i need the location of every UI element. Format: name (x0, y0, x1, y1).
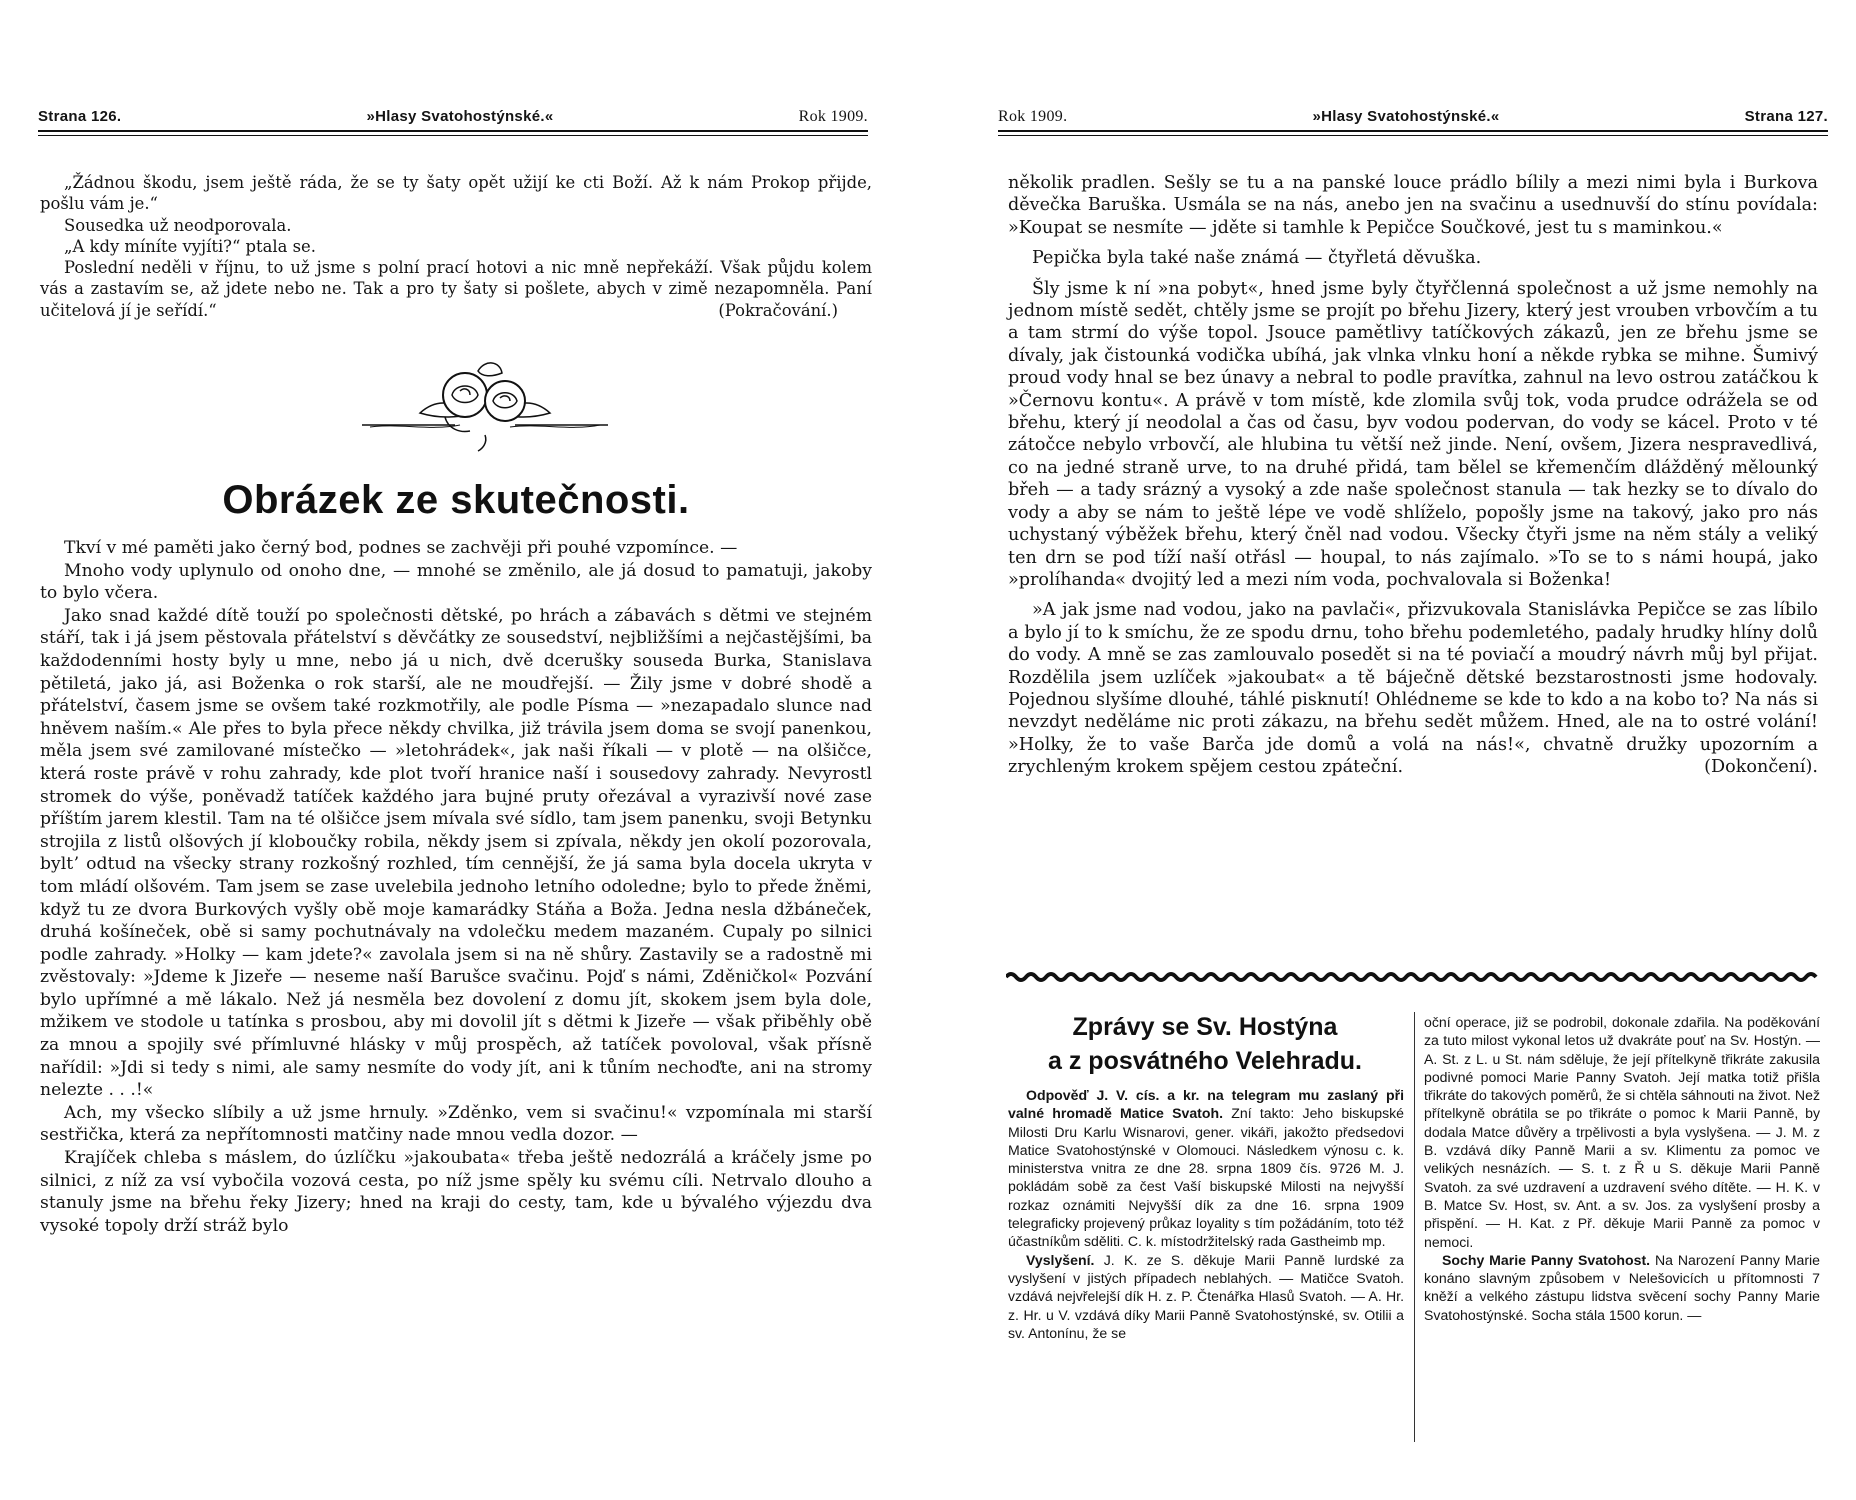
paragraph: Poslední neděli v říjnu, to už jsme s polní prací hotovi a nic mně nepřekáží. Však půjdu kolem vás a zastavím se, až jdete nebo ne. Tak a pro ty šaty si pošlete, abych v zimě nezapomněla. Paní učitelová jí je seřídí.“ (Pokračování.) (40, 258, 872, 320)
story-continuation (1008, 172, 1818, 787)
news-item (1424, 1251, 1820, 1324)
continued-label: (Pokračování.) (718, 300, 838, 320)
news-item-lead: Sochy Marie Panny Svatohost. (1442, 1251, 1651, 1268)
news-item (1424, 1013, 1820, 1251)
paragraph: Jako snad každé dítě touží po společnosti dětské, po hrách a zábavách s dětmi ve stejném stáří, tak i já jsem pěstovala přátelství s děvčátky ze sousedství, nejbližšími a nejčastějšími, ba každodenními hosty byly u mne, nebo já u nich, dvě dcerušky souseda Burka, Stanislava pětiletá, jako já, asi Boženka o rok starší, ale ne moudřejší. — Žily jsme v dobré shodě a přátelství, časem jsme se ovšem také rozkmotřily, ale podle Písma — »nezapadalo slunce nad hněvem naším.« Ale přes to byla přece někdy chvilka, již trávila jsem doma se svojí panenkou, měla jsem své zamilované místečko — »letohrádek«, jak naši říkali — v plotě — na olšičce, která roste právě v rohu zahrady, kde plot tvoří hranice naší i sousedovy zahrady. Nevyrostl stromek do výše, poněvadž tatíček každého jara bujné pruty ořezával a vyrazivší nové zase příštím jarem klestil. Tam na té olšičce jsem mívala své sídlo, tam jsem panenku, svoji Betynku strojila z listů olšových jí kloboučky robila, někdy jsem si zpívala, někdy jen okolí pozorovala, byltʼ odtud na všecky strany rozkošný rozhled, tím cennější, že já sama byla docela ukryta v tom mládí olšovém. Tam jsem se zase uvelebila jednoho letního odoledne; bylo to přede žněmi, když tu ze dvora Burkových vyšly obě moje kamarádky Stáňa a Boža. Jedna nesla džbáneček, druhá košíneček, obě si samy pochutnávaly na vdolečku medem mazaném. Cupaly po silnici podle zahrady. »Holky — kam jdete?« zavolala jsem si na ně shůry. Zastavily se a radostně mi zvěstovaly: »Jdeme k Jizeře — neseme naší Barušce svačinu. Pojď s námi, Zděničkol« Pozvání bylo upřímné a mě lákalo. Než já nesměla bez dovolení z domu jít, skokem jsem byla dole, mžikem ve stodole u tatínka s prosbou, aby mi dovolil jít s dětmi k Jizeře — však přiběhly obě za mnou a spojily své přímluvné hlásky v můj prospěch, až tatíček povoloval, však přísně nařídil: »Jdi si tedy s nimi, ale samy nesmíte do vody jít, ani k tůním nechoďte, ani na stromy nelezte . . .!« (40, 605, 872, 1101)
year: Rok 1909. (798, 108, 868, 125)
rose-ornament-icon (360, 355, 610, 455)
news-column-2 (1424, 1013, 1820, 1324)
right-page (928, 0, 1856, 1500)
wavy-separator (1006, 970, 1818, 984)
page-number: Strana 126. (38, 108, 122, 125)
paragraph: Krajíček chleba s máslem, do úzlíčku »jakoubata« třeba ještě nedozrálá a kráčely jsme po silnici, z níž za vsí vybočila vozová cesta, po níž jsme spěly ku svému cíli. Netrvalo dlouho a stanuly jsme na břehu řeky Jizery; hned na kraji do cesty, tam, kde u bývalého výjezdu dva vysoké topoly drží stráž bylo (40, 1148, 872, 1236)
header-rule-thin (998, 135, 1828, 136)
news-item-text: Na Narození Panny Marie konáno slavným způsobem v Nelešovicích u přítomnosti 7 kněží a velkého zástupu lidstva svěcení sochy Panny Marie Svatohostýnské. Socha stála 1500 korun. — (1424, 1251, 1821, 1323)
news-item-lead: Vyslyšení. (1026, 1251, 1095, 1268)
header-rule (998, 130, 1828, 132)
left-page-header (38, 108, 868, 126)
paragraph: „Žádnou škodu, jsem ještě ráda, že se ty šaty opět užijí ke cti Boží. Až k nám Prokop přijde, pošlu vám je.“ (40, 173, 872, 214)
paragraph: Šly jsme k ní »na pobyt«, hned jsme byly čtyřčlenná společnost a už jsme nemohly na jednom místě sedět, chtěly jsme se projít po břehu Jizery, který jest vrouben vrbovčím a tu a tam strmí do výše topol. Jsouce pamětlivy tatíčkových zákazů, jen ze břehu jsme se dívaly, jak čistounká vodička ubíhá, jak vlnka vlnku honí a někde rybka se mihne. Šumivý proud vody hnal se bez únavy a nebral to podle pravítka, zahnul na levo ostrou zatáčkou k »Černovu kontu«. A právě v tom místě, kde zlomila svůj tok, voda prudce odrážela se od břehu, který jí neodolal a čas od času, byv vodou podervan, do vody se kácel. Proto v té zátočce nebylo vrbovčí, ale hlubina tu větší než jinde. Není, ovšem, Jizera nespravedlivá, co na jedné straně urve, to na druhé přidá, tam bělel se křemenčím dlážděný mělounký břeh — a tady srázný a vysoký a zde naše společnost stanula — tak hezky se to dívalo do vody a aby se nám to ještě lépe ve vodě shlíželo, popošly jsme na takový, jako pro nás uchystaný výběžek břehu, který čněl nad vodou. Všecky čtyři jsme na něm stály a veliký ten drn se pod tíží naší otřásl — houpal, to nás zajímalo. »To se to s námi houpá, jako »prolíhanda« dvojitý led a mezi ním voda, pochvalovala si Boženka! (1008, 278, 1818, 590)
news-item (1008, 1251, 1404, 1342)
right-page-header (998, 108, 1828, 126)
paragraph: několik pradlen. Sešly se tu a na panské louce prádlo bílily a mezi nimi byla i Burkova děvečka Baruška. Usmála se na nás, anebo jen na svačinu a usednuvší do stínu povídala: »Koupat se nesmíte — jděte si tamhle k Pepičce Součkové, jest tu s maminkou.« (1008, 173, 1818, 238)
header-rule-thin (38, 135, 868, 136)
news-item (1008, 1086, 1404, 1251)
journal-name: »Hlasy Svatohostýnské.« (1312, 108, 1500, 125)
previous-story-end (40, 172, 872, 321)
paragraph: »A jak jsme nad vodou, jako na pavlači«, přizvukovala Stanislávka Pepičce se zas líbilo a bylo jí to k smíchu, že ze spodu drnu, toho břehu podemletého, padaly hrudky hlíny dolů do vody. A mně se zas zamlouvalo posedět si na té poviačí a moudrý návrh můj byl přijat. Rozdělila jsem uzlíček »jakoubat« a tě báječně dětské bezstarostnosti jsme hodovaly. Pojednou slyšíme dlouhé, táhlé pisknutí! Ohlédneme se kde to kdo a na kobo to? Na nás si nevzdyt neděláme nic proti zákazu, na břehu sedět můžem. Hned, ale na to ostré volání! »Holky, že to vaše Barča jde domů a volá na nás!«, chvatně družky upozorním a zrychleným krokem spějem cestou zpáteční. (Dokončení). (1008, 600, 1818, 778)
header-rule (38, 130, 868, 132)
news-item-text: Zní takto: Jeho biskupské Milosti Dru Karlu Wisnarovi, gener. vikáři, jakožto předsedovi Matice Svatohostýnské v Olomouci. Následkem výnosu c. k. ministerstva vnitra ze dne 28. srpna 1809 čís. 9726 M. J. pokládám sobě za čest Vaší biskupské Milosti na nejvyšší rozkaz oznámiti Nejvyšší dík za dne 16. srpna 1909 telegraficky projevený průkaz loyality s tím požádáním, toto též účastníkům sděliti. C. k. místodržitelský rada Gastheimb mp. (1008, 1105, 1404, 1250)
paragraph: „A kdy míníte vyjíti?“ ptala se. (64, 236, 316, 256)
news-heading-line: a z posvátného Velehradu. (1048, 1047, 1362, 1075)
paragraph: Sousedka už neodporovala. (64, 215, 292, 235)
paragraph: Pepička byla také naše známá — čtyřletá děvuška. (1032, 248, 1482, 269)
news-item-text: J. K. ze S. děkuje Marii Panně lurdské za vyslyšení v jistých případech neblahých. — Matičce Svatoh. vzdává nejvřelejší dík H. z. P. Čtenářka Hlasů Svatoh. — A. Hr. z. Hr. u V. vzdává díky Marii Panně Svatohostýnské, sv. Otilii a sv. Antonínu, že se (1008, 1251, 1404, 1341)
concluded-label: (Dokončení). (1704, 757, 1818, 778)
news-heading-line: Zprávy se Sv. Hostýna (1072, 1013, 1338, 1041)
news-item-lead: Odpověď J. V. cís. a kr. na telegram mu zaslaný při valné hromadě Matice Svatoh. (1008, 1087, 1404, 1122)
column-divider (1414, 1012, 1415, 1442)
page-number: Strana 127. (1744, 108, 1828, 125)
news-heading (1006, 1010, 1404, 1078)
news-column-1 (1008, 1086, 1404, 1342)
paragraph: Tkví v mé paměti jako černý bod, podnes se zachvěji při pouhé vzpomínce. — (64, 538, 738, 558)
journal-name: »Hlasy Svatohostýnské.« (366, 108, 554, 125)
news-item-text: oční operace, již se podrobil, dokonale zdařila. Na poděkování za tuto milost vykonal letos už dvakráte pouť na Sv. Hostýn. — A. St. z L. u St. nám sděluje, že její přítelkyně třikráte zakusila podivné pomoci Marie Panny Svatoh. Její matka totiž přišla třikráte do takových poměrů, že si chtěla sáhnouti na život. Než přítelkyně obrátila se po třikráte o pomoc k Marii Panně, by dodala Matce důvěry a trpělivosti a byla vyslyšena. — J. M. z B. vzdává díky Panně Marii a sv. Klimentu za pomoc ve velikých nesnázích. — S. t. z Ř u S. děkuje Marii Panně Svatoh. za své uzdravení a uzdravení svého dítěte. — H. K. v B. Matce Sv. Host, sv. Ant. a sv. Jos. za vyslyšení prosby a přispění. — H. Kat. z Př. děkuje Marii Panně za pomoc v nemoci. (1424, 1014, 1820, 1250)
year: Rok 1909. (998, 108, 1068, 125)
paragraph: Mnoho vody uplynulo od onoho dne, — mnohé se změnilo, ale já dosud to pamatuji, jakoby to bylo včera. (40, 560, 872, 604)
story-text (40, 537, 872, 1237)
story-title: Obrázek ze skutečnosti. (222, 478, 690, 522)
paragraph: Ach, my všecko slíbily a už jsme hrnuly. »Zděnko, vem si svačinu!« vzpomínala mi starší sestřička, která za nepřítomnosti matčiny nade mnou vedla dozor. — (40, 1102, 872, 1146)
